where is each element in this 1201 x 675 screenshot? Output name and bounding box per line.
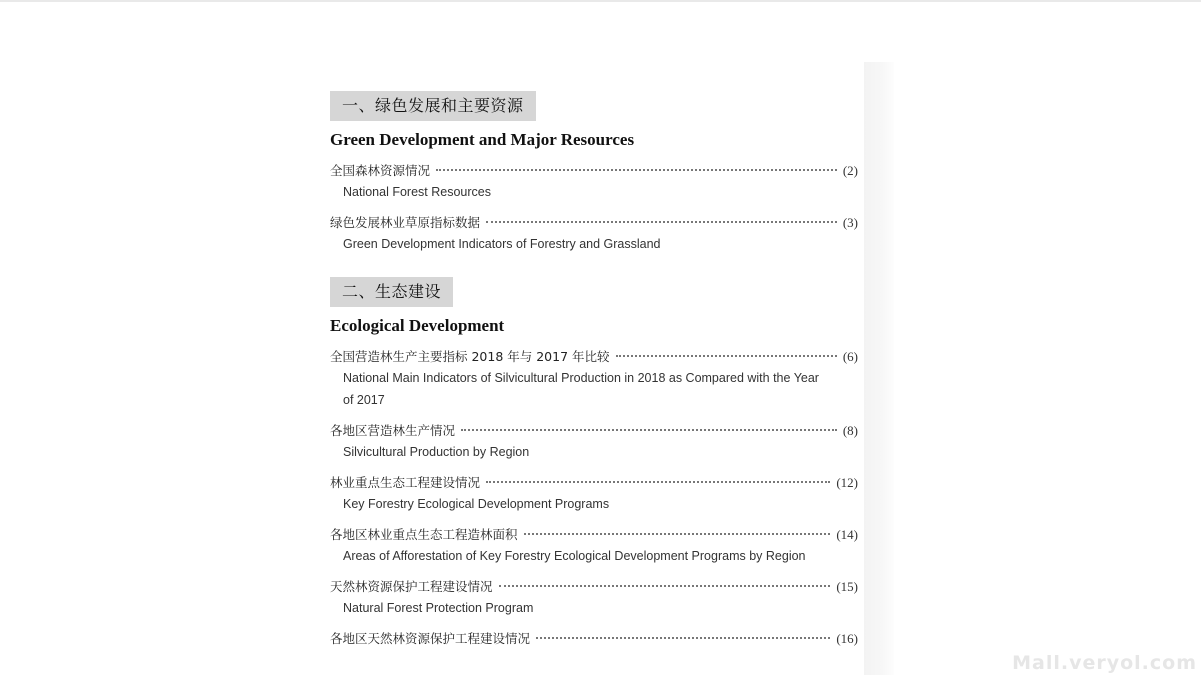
dot-leader: [461, 429, 837, 431]
dot-leader: [486, 221, 837, 223]
entry-title-en: Natural Forest Protection Program: [343, 601, 534, 615]
toc-entry[interactable]: [330, 161, 858, 203]
toc-entry[interactable]: [330, 213, 858, 255]
section-title-en: Green Development and Major Resources: [330, 130, 635, 149]
section-title-en: Ecological Development: [330, 316, 505, 335]
table-of-contents: [330, 91, 858, 649]
entry-title-zh: 各地区天然林资源保护工程建设情况: [330, 631, 531, 646]
entry-title-zh: 林业重点生态工程建设情况: [330, 475, 481, 490]
dot-leader: [486, 481, 830, 483]
section-title-zh: 一、绿色发展和主要资源: [330, 91, 536, 121]
page-number: (12): [836, 475, 858, 490]
entry-title-zh: 绿色发展林业草原指标数据: [330, 215, 481, 230]
dot-leader: [436, 169, 837, 171]
entry-title-en: National Main Indicators of Silvicultural Production in 2018 as Compared with the Year of 2017: [343, 371, 819, 407]
page-number: (16): [836, 631, 858, 646]
dot-leader: [524, 533, 831, 535]
page-number: (8): [842, 423, 858, 438]
dot-leader: [536, 637, 830, 639]
watermark: Mall.veryol.com: [1012, 652, 1197, 674]
entry-title-en: National Forest Resources: [343, 185, 491, 199]
entry-title-en: Areas of Afforestation of Key Forestry Ecological Development Programs by Region: [343, 549, 806, 563]
entry-title-en: Key Forestry Ecological Development Programs: [343, 497, 610, 511]
entry-title-zh: 各地区林业重点生态工程造林面积: [330, 527, 518, 542]
toc-entry[interactable]: [330, 421, 858, 463]
entry-title-zh: 各地区营造林生产情况: [330, 423, 456, 438]
toc-entry[interactable]: [330, 577, 858, 619]
page-edge-shadow: [864, 62, 894, 675]
toc-entry[interactable]: [330, 525, 858, 567]
toc-entry[interactable]: [330, 629, 858, 649]
entry-title-zh: 全国营造林生产主要指标 2018 年与 2017 年比较: [330, 349, 610, 364]
entry-title-en: Silvicultural Production by Region: [343, 445, 530, 459]
page-number: (15): [836, 579, 858, 594]
top-border: [0, 0, 1201, 2]
page-number: (14): [836, 527, 858, 542]
toc-section: [330, 277, 858, 649]
page-number: (2): [842, 163, 858, 178]
section-title-zh: 二、生态建设: [330, 277, 453, 307]
page-number: (6): [842, 349, 858, 364]
toc-section: [330, 91, 858, 255]
page-number: (3): [842, 215, 858, 230]
dot-leader: [499, 585, 831, 587]
entry-title-en: Green Development Indicators of Forestry and Grassland: [343, 237, 661, 251]
entry-title-zh: 全国森林资源情况: [330, 163, 431, 178]
entry-title-zh: 天然林资源保护工程建设情况: [330, 579, 493, 594]
dot-leader: [616, 355, 837, 357]
toc-entry[interactable]: [330, 347, 858, 411]
toc-entry[interactable]: [330, 473, 858, 515]
